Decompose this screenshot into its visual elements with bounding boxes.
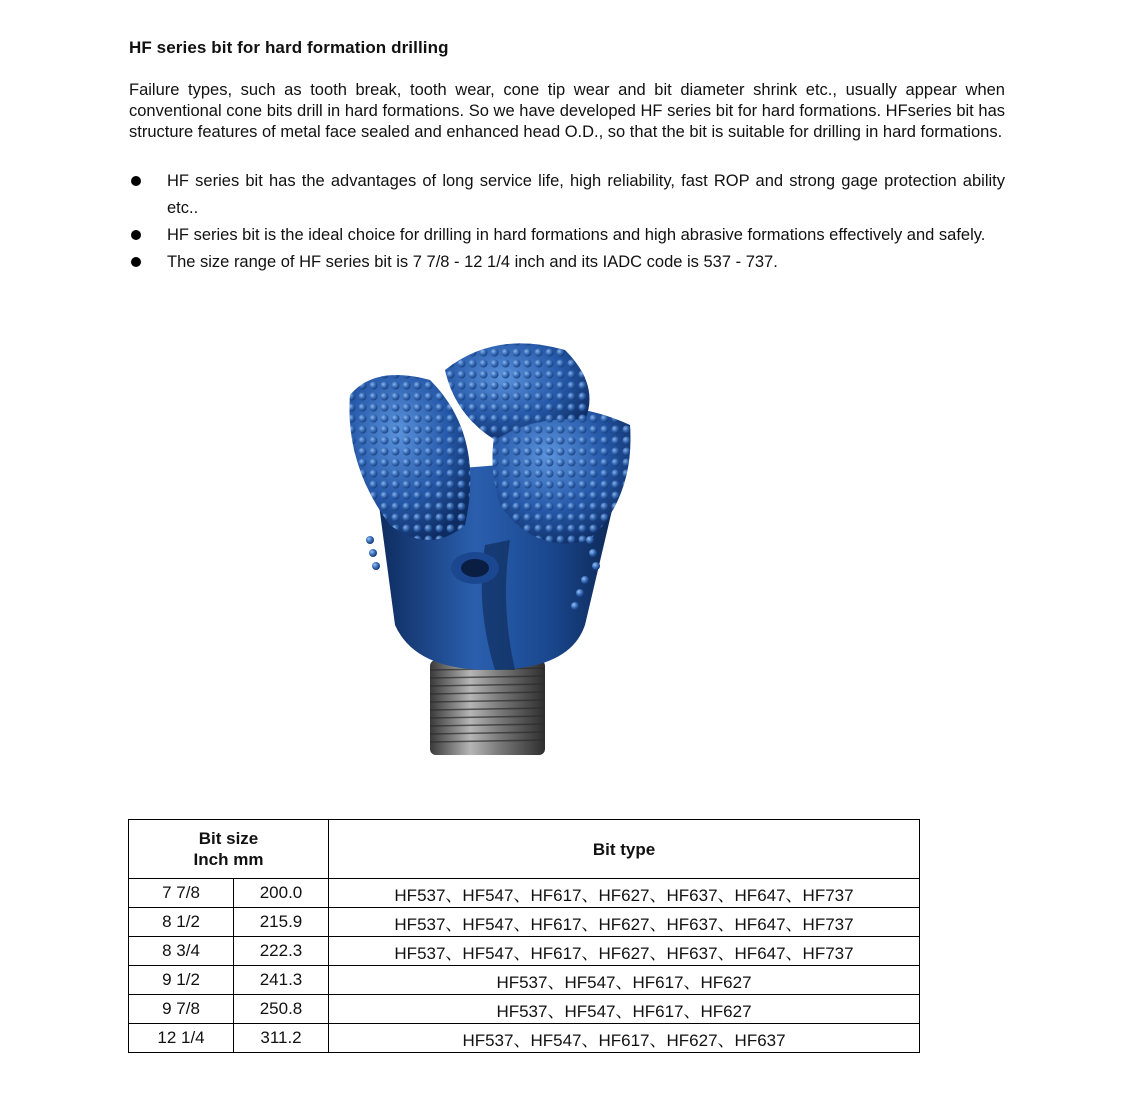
mm-cell: 241.3 (234, 966, 329, 995)
inch-cell: 8 1/2 (129, 908, 234, 937)
bullet-dot-icon (131, 230, 141, 240)
mm-cell: 250.8 (234, 995, 329, 1024)
table-row (129, 966, 920, 995)
inch-cell: 9 7/8 (129, 995, 234, 1024)
bullet-item (129, 249, 1005, 276)
types-cell: HF537、HF547、HF617、HF627、HF637、HF647、HF737 (329, 908, 920, 937)
table-row (129, 879, 920, 908)
intro-paragraph: Failure types, such as tooth break, tooth wear, cone tip wear and bit diameter shrink etc., usually appear when conventional cone bits drill in hard formations. So we have developed HF series bit for hard formations. HFseries bit has structure features of metal face sealed and enhanced head O.D., so that the bit is suitable for drilling in hard formations. (129, 81, 1005, 141)
bullet-text: The size range of HF series bit is 7 7/8 - 12 1/4 inch and its IADC code is 537 - 737. (167, 253, 778, 271)
bullet-item (129, 168, 1005, 222)
bullet-item (129, 222, 1005, 249)
bit-size-header (129, 820, 329, 879)
document-heading: HF series bit for hard formation drilling (129, 38, 449, 57)
table-row (129, 908, 920, 937)
inch-cell: 7 7/8 (129, 879, 234, 908)
table-row (129, 995, 920, 1024)
inch-cell: 9 1/2 (129, 966, 234, 995)
feature-bullet-list (129, 168, 1005, 276)
bit-size-header-line1: Bit size (198, 829, 259, 848)
bullet-dot-icon (131, 257, 141, 267)
types-cell: HF537、HF547、HF617、HF627 (329, 966, 920, 995)
types-cell: HF537、HF547、HF617、HF627、HF637 (329, 1024, 920, 1053)
mm-cell: 200.0 (234, 879, 329, 908)
mm-cell: 215.9 (234, 908, 329, 937)
types-cell: HF537、HF547、HF617、HF627 (329, 995, 920, 1024)
types-cell: HF537、HF547、HF617、HF627、HF637、HF647、HF737 (329, 879, 920, 908)
inch-cell: 8 3/4 (129, 937, 234, 966)
bullet-text: HF series bit is the ideal choice for drilling in hard formations and high abrasive formations effectively and safely. (167, 226, 986, 244)
bullet-text: HF series bit has the advantages of long service life, high reliability, fast ROP and strong gage protection ability etc.. (167, 172, 1005, 217)
bullet-dot-icon (131, 176, 141, 186)
mm-cell: 222.3 (234, 937, 329, 966)
table-row (129, 1024, 920, 1053)
mm-cell: 311.2 (234, 1024, 329, 1053)
bit-spec-table (128, 819, 920, 1053)
table-header-row (129, 820, 920, 879)
drill-bit-image (335, 325, 645, 765)
inch-cell: 12 1/4 (129, 1024, 234, 1053)
bit-size-header-line2: Inch mm (193, 850, 264, 869)
table-row (129, 937, 920, 966)
bit-type-header: Bit type (329, 820, 920, 879)
types-cell: HF537、HF547、HF617、HF627、HF637、HF647、HF737 (329, 937, 920, 966)
